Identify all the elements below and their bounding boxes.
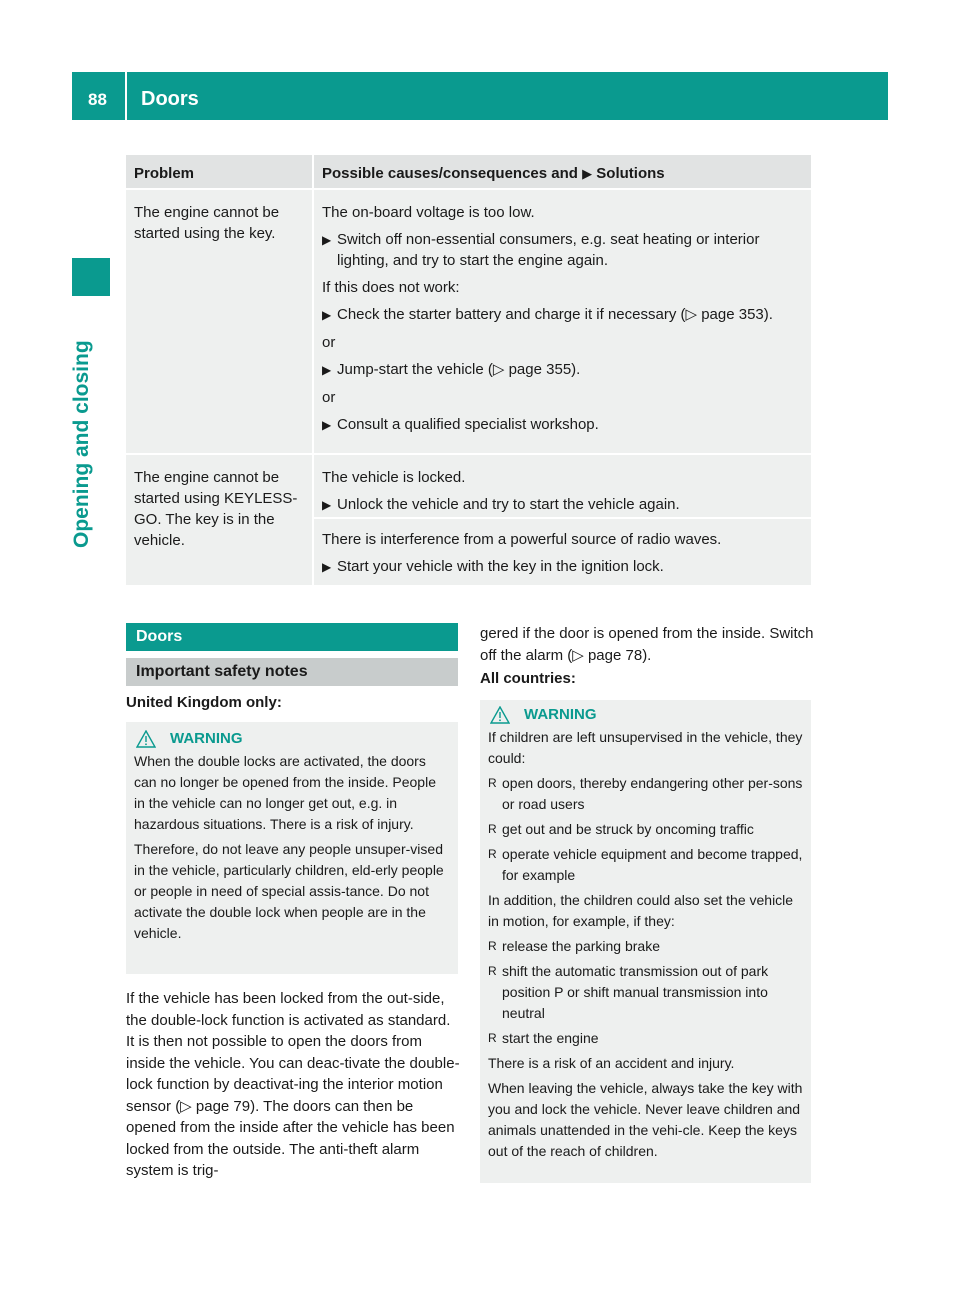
arrow-right-icon: ▶ xyxy=(322,233,332,247)
body-paragraph: gered if the door is opened from the inside. Switch off the alarm (▷ page 78). xyxy=(480,625,814,664)
list-item-text: start the engine xyxy=(502,1030,599,1046)
or-text: or xyxy=(322,389,336,406)
list-item xyxy=(488,773,803,815)
cause-text: The vehicle is locked. xyxy=(322,469,466,486)
section-heading: Doors xyxy=(126,623,458,651)
bullet-icon: R xyxy=(488,847,497,861)
warning-text: There is a risk of an accident and injury. xyxy=(488,1055,735,1071)
list-item-text: open doors, thereby endangering other per-sons or road users xyxy=(502,775,803,812)
header-solutions-text: Possible causes/consequences and xyxy=(322,165,578,182)
list-item xyxy=(488,936,803,957)
warning-text: If children are left unsupervised in the vehicle, they could: xyxy=(488,729,803,766)
list-item-text: release the parking brake xyxy=(502,938,660,954)
warning-box xyxy=(126,722,458,974)
solution-step xyxy=(322,304,803,326)
bullet-icon: R xyxy=(488,939,497,953)
warning-label: WARNING xyxy=(524,706,597,723)
chapter-side-label: Opening and closing xyxy=(70,340,93,548)
region-label: All countries: xyxy=(480,670,576,687)
solutions-cell xyxy=(314,455,811,585)
problem-cell: The engine cannot be started using the key. xyxy=(126,190,314,453)
arrow-right-icon: ▶ xyxy=(322,498,332,512)
list-item xyxy=(488,1028,803,1049)
warning-text: When the double locks are activated, the doors can no longer be opened from the inside. People in the vehicle can no longer get out, e.g. in hazardous situations. There is a risk of injury. xyxy=(134,753,436,832)
or-text: or xyxy=(322,334,336,351)
step-text-page-link[interactable]: Check the starter battery and charge it if necessary (▷ page 353). xyxy=(337,306,773,323)
table-row xyxy=(126,455,811,585)
warning-text: In addition, the children could also set the vehicle in motion, for example, if they: xyxy=(488,892,794,929)
warning-label: WARNING xyxy=(170,730,243,747)
troubleshooting-table xyxy=(126,155,811,585)
arrow-right-icon: ▶ xyxy=(322,418,332,432)
step-text: Switch off non-essential consumers, e.g. seat heating or interior lighting, and try to start the engine again. xyxy=(337,231,760,269)
arrow-right-icon: ▶ xyxy=(322,308,332,322)
subsection-heading: Important safety notes xyxy=(126,658,458,686)
cause-text: The on-board voltage is too low. xyxy=(322,204,535,221)
solution-step xyxy=(322,414,803,436)
warning-text: Therefore, do not leave any people unsuper-vised in the vehicle, particularly children, eld-erly people or people in need of special assis-tance. Do not activate the double lock when people are in the vehicle. xyxy=(134,841,444,941)
warning-header xyxy=(134,728,450,749)
solution-block xyxy=(314,455,811,519)
list-item-text: shift the automatic transmission out of park position P or shift manual transmission into neutral xyxy=(502,963,769,1021)
list-item xyxy=(488,961,803,1024)
arrow-right-icon: ▶ xyxy=(322,560,332,574)
solution-step xyxy=(322,556,803,578)
step-text-page-link[interactable]: Jump-start the vehicle (▷ page 355). xyxy=(337,361,581,378)
bullet-icon: R xyxy=(488,1031,497,1045)
condition-text: If this does not work: xyxy=(322,279,460,296)
header-solutions xyxy=(314,155,811,188)
warning-triangle-icon xyxy=(136,730,156,748)
step-text: Consult a qualified specialist workshop. xyxy=(337,416,599,433)
list-item xyxy=(488,819,803,840)
solution-block xyxy=(314,519,811,578)
warning-triangle-icon xyxy=(490,706,510,724)
arrow-right-icon: ▶ xyxy=(582,166,593,181)
list-item-text: operate vehicle equipment and become trapped, for example xyxy=(502,846,803,883)
header-problem: Problem xyxy=(126,155,314,188)
solution-step xyxy=(322,229,803,271)
body-paragraph: If the vehicle has been locked from the out-side, the double-lock function is activated as standard. It is then not possible to open the doors from inside the vehicle. You can deac-tivate the double-lock function by deactivat-ing the interior motion sensor (▷ page 79). The doors can then be opened from the inside after the vehicle has been locked from the outside. The anti-theft alarm system is trig- xyxy=(126,990,460,1179)
body-column-right xyxy=(480,623,814,690)
cause-text: There is interference from a powerful source of radio waves. xyxy=(322,531,722,548)
chapter-tab-marker xyxy=(72,258,110,296)
list-item-text: get out and be struck by oncoming traffic xyxy=(502,821,754,837)
solution-step xyxy=(322,359,803,381)
bullet-icon: R xyxy=(488,964,497,978)
header-solutions-label: Solutions xyxy=(596,165,665,182)
bullet-icon: R xyxy=(488,822,497,836)
warning-header xyxy=(488,704,803,725)
table-row xyxy=(126,190,811,453)
arrow-right-icon: ▶ xyxy=(322,363,332,377)
page-number: 88 xyxy=(88,90,107,109)
warning-box xyxy=(480,700,811,1183)
solutions-cell xyxy=(314,190,811,453)
problem-cell: The engine cannot be started using KEYLESS-GO. The key is in the vehicle. xyxy=(126,455,314,585)
list-item xyxy=(488,844,803,886)
warning-text: When leaving the vehicle, always take the key with you and lock the vehicle. Never leave children and animals unattended in the vehi-cle. Keep the keys out of the reach of children. xyxy=(488,1080,803,1159)
step-text: Start your vehicle with the key in the ignition lock. xyxy=(337,558,664,575)
solution-step xyxy=(322,494,803,516)
bullet-icon: R xyxy=(488,776,497,790)
region-label: United Kingdom only: xyxy=(126,694,282,711)
header-divider xyxy=(125,72,127,120)
table-header-row xyxy=(126,155,811,188)
step-text: Unlock the vehicle and try to start the vehicle again. xyxy=(337,496,680,513)
page-title: Doors xyxy=(141,88,199,110)
